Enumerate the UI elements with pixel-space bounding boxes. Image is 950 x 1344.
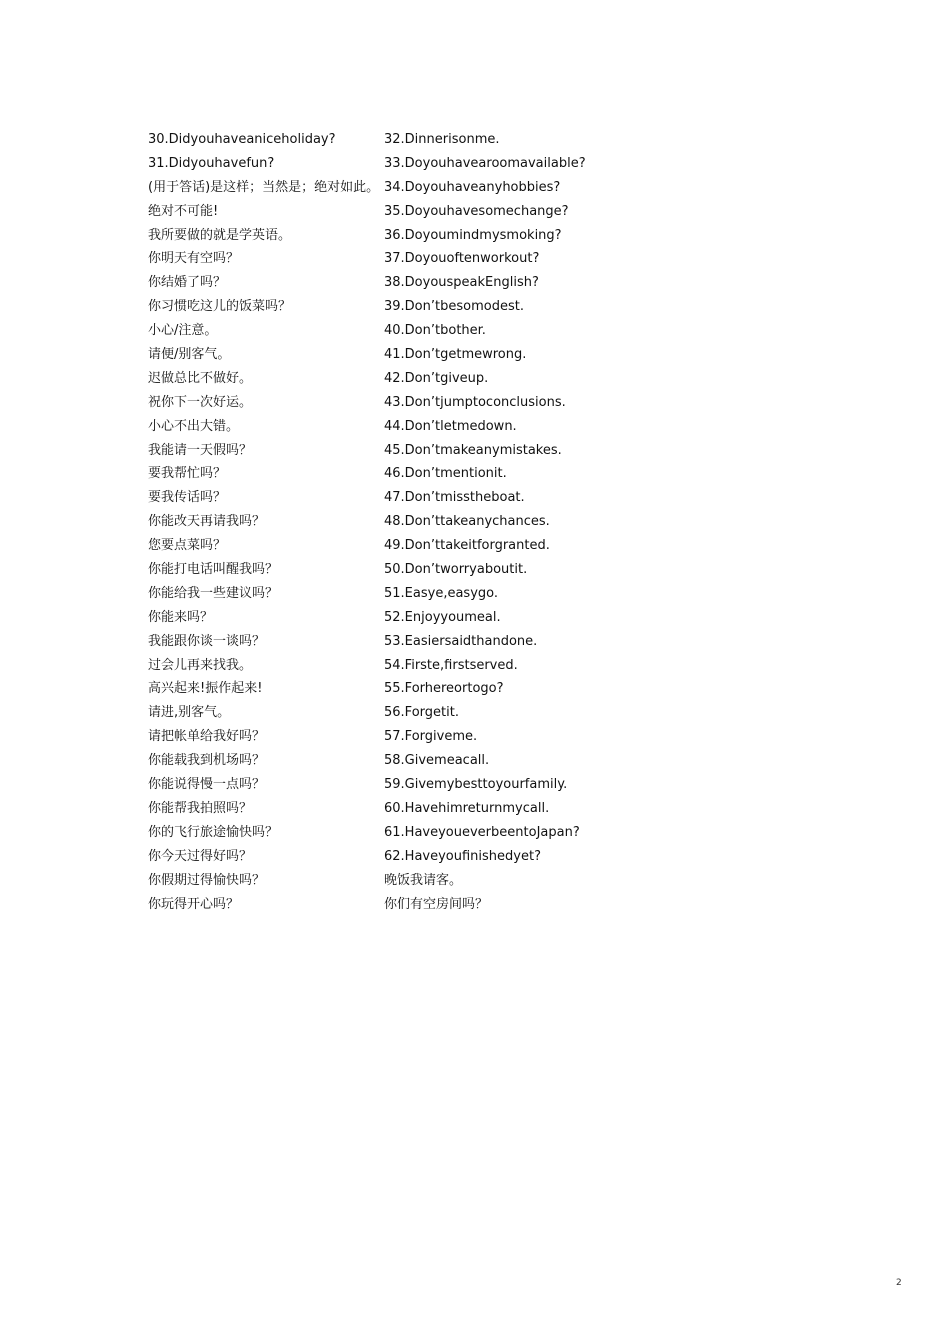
right-column-line: 62.Haveyoufinishedyet? (384, 848, 541, 864)
right-column-line: 52.Enjoyyoumeal. (384, 609, 501, 625)
left-column-line: 31.Didyouhavefun? (148, 155, 275, 171)
right-column-line: 33.Doyouhavearoomavailable? (384, 155, 586, 171)
left-column-line: 迟做总比不做好。 (148, 370, 253, 386)
left-column-line: 您要点菜吗？ (148, 538, 227, 554)
left-column-line: (用于答话)是这样；当然是；绝对如此。 (148, 179, 380, 195)
left-column-line: 高兴起来!振作起来! (148, 681, 263, 697)
left-column-line: 我能跟你谈一谈吗？ (148, 633, 266, 649)
left-column-line: 你能帮我拍照吗？ (148, 800, 253, 816)
right-column-line: 50.Don’tworryaboutit. (384, 562, 528, 578)
right-column-line: 49.Don’ttakeitforgranted. (384, 538, 550, 554)
right-column-line: 46.Don’tmentionit. (384, 466, 507, 482)
right-column-line: 38.DoyouspeakEnglish? (384, 275, 539, 291)
right-column-line: 59.Givemybesttoyourfamily. (384, 777, 568, 793)
right-column-line: 39.Don’tbesomodest. (384, 299, 524, 315)
right-column-line: 47.Don’tmisstheboat. (384, 490, 525, 506)
left-column-line: 小心不出大错。 (148, 418, 240, 434)
left-column-line: 绝对不可能! (148, 203, 219, 219)
right-column-line: 32.Dinnerisonme. (384, 132, 500, 147)
right-column-line: 36.Doyoumindmysmoking? (384, 227, 562, 243)
left-column-line: 你能给我一些建议吗？ (148, 585, 279, 601)
right-column-line: 34.Doyouhaveanyhobbies? (384, 179, 561, 195)
right-column-line: 60.Havehimreturnmycall. (384, 800, 550, 816)
right-column-line: 44.Don’tletmedown. (384, 418, 517, 434)
right-column (384, 128, 684, 916)
left-column-line: 你能改天再请我吗？ (148, 514, 266, 530)
left-column-line: 你能来吗？ (148, 609, 214, 625)
left-column-line: 要我传话吗？ (148, 490, 227, 506)
left-column-line: 你能说得慢一点吗？ (148, 777, 266, 793)
left-column-line: 你明天有空吗？ (148, 251, 240, 267)
right-column-line: 55.Forhereortogo? (384, 681, 504, 697)
left-column-line: 你假期过得愉快吗？ (148, 872, 266, 888)
right-column-line: 58.Givemeacall. (384, 753, 490, 769)
right-column-line: 你们有空房间吗？ (384, 896, 489, 912)
right-column-line: 40.Don’tbother. (384, 323, 486, 339)
left-column-line: 你的飞行旅途愉快吗？ (148, 824, 279, 840)
right-column-line: 53.Easiersaidthandone. (384, 633, 538, 649)
left-column-line: 你习惯吃这儿的饭菜吗？ (148, 299, 292, 315)
left-column-line: 请把帐单给我好吗？ (148, 729, 266, 745)
right-column-line: 35.Doyouhavesomechange? (384, 203, 569, 219)
left-column-line: 要我帮忙吗？ (148, 466, 227, 482)
right-column-line: 51.Easye,easygo. (384, 585, 498, 601)
left-column-line: 你结婚了吗？ (148, 275, 227, 291)
left-column-line: 你玩得开心吗？ (148, 896, 240, 912)
right-column-line: 42.Don’tgiveup. (384, 370, 489, 386)
left-column-line: 你能载我到机场吗？ (148, 753, 266, 769)
left-column-line: 小心/注意。 (148, 323, 218, 339)
left-column-line: 过会儿再来找我。 (148, 657, 253, 673)
left-column-line: 祝你下一次好运。 (148, 394, 253, 410)
left-column-line: 我所要做的就是学英语。 (148, 227, 292, 243)
left-column-line: 你今天过得好吗？ (148, 848, 253, 864)
left-column-line: 你能打电话叫醒我吗？ (148, 562, 279, 578)
left-column-line: 我能请一天假吗？ (148, 442, 253, 458)
right-column-line: 晚饭我请客。 (384, 872, 463, 888)
left-column-line: 请便/别客气。 (148, 347, 231, 363)
right-column-line: 57.Forgiveme. (384, 729, 478, 745)
right-column-line: 61.HaveyoueverbeentoJapan? (384, 824, 580, 840)
right-column-line: 54.Firste,firstserved. (384, 657, 518, 673)
right-column-line: 43.Don’tjumptoconclusions. (384, 394, 566, 410)
right-column-line: 41.Don’tgetmewrong. (384, 347, 527, 363)
page-number: 2 (896, 1278, 902, 1288)
right-column-line: 56.Forgetit. (384, 705, 459, 721)
right-column-line: 48.Don’ttakeanychances. (384, 514, 550, 530)
left-column-line: 30.Didyouhaveaniceholiday? (148, 132, 336, 147)
left-column-line: 请进,别客气。 (148, 705, 231, 721)
left-column (148, 128, 388, 916)
right-column-line: 37.Doyouoftenworkout? (384, 251, 540, 267)
right-column-line: 45.Don’tmakeanymistakes. (384, 442, 562, 458)
